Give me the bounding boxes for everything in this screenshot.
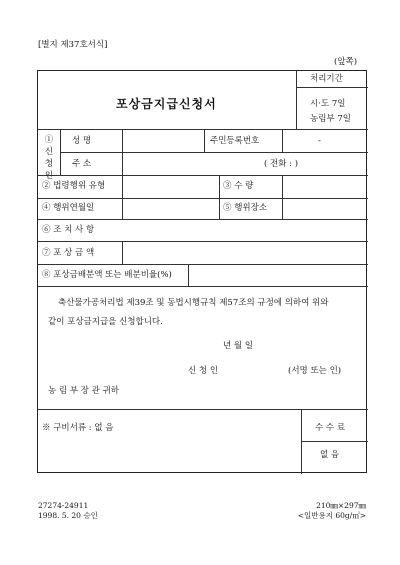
phone-field[interactable]: ( 전화 : ) bbox=[264, 159, 299, 169]
form-title: 포상금지급신청서 bbox=[116, 97, 217, 111]
signature-text: (서명 또는 인) bbox=[288, 366, 342, 376]
processing-city: 시·도 7일 bbox=[310, 99, 346, 109]
applicant-section-label: ① 신 청 인 bbox=[44, 135, 54, 181]
rule-applicant-bottom bbox=[38, 175, 368, 176]
footer-size: 210㎜×297㎜ bbox=[316, 501, 366, 510]
footer-approval: 1998. 5. 20 승인 bbox=[38, 511, 98, 520]
rrn-label: 주민등록번호 bbox=[210, 136, 260, 146]
rule-statement-bottom bbox=[38, 409, 368, 410]
rule-name-label-right bbox=[122, 129, 123, 175]
rule-row7-bottom bbox=[38, 264, 368, 265]
rule-rrn-label-right bbox=[282, 129, 283, 152]
application-form bbox=[37, 70, 367, 473]
date-label: ④ 행위연월일 bbox=[42, 203, 95, 213]
rule-name-value-right bbox=[204, 129, 205, 152]
statement-line-2: 같이 포상금지급을 신청합니다. bbox=[48, 317, 163, 327]
rule-row-right-label bbox=[282, 175, 283, 219]
attachments-label: ※ 구비서류 : 없 음 bbox=[42, 423, 114, 433]
processing-label: 처리기간 bbox=[310, 74, 343, 84]
name-label: 성 명 bbox=[72, 136, 92, 146]
rule-amount-label-right bbox=[122, 241, 123, 264]
quantity-label: ③ 수 량 bbox=[223, 181, 254, 191]
footer-paper: <일반용지 60g/㎡> bbox=[297, 511, 366, 520]
footer-code: 27274-24911 bbox=[38, 501, 89, 510]
front-side-label: (앞쪽) bbox=[334, 57, 358, 67]
rule-row6-bottom bbox=[38, 241, 368, 242]
rule-ratio-label-right bbox=[188, 264, 189, 286]
rule-row-mid bbox=[219, 175, 220, 219]
processing-ministry: 농림부 7일 bbox=[310, 114, 351, 124]
rule-row-label-right bbox=[122, 175, 123, 219]
amount-label: ⑦ 포 상 금 액 bbox=[42, 248, 95, 258]
form-number: [별지 제37호서식] bbox=[38, 40, 108, 50]
rule-row8-bottom bbox=[38, 286, 368, 287]
address-label: 주 소 bbox=[72, 159, 92, 169]
rrn-field[interactable]: - bbox=[318, 136, 321, 146]
rule-applicant-mid bbox=[60, 152, 368, 153]
fee-value: 없 음 bbox=[320, 450, 340, 460]
statement-line-1: 축산물가공처리법 제39조 및 동법시행규칙 제57조의 규정에 의하여 위와 bbox=[58, 298, 329, 308]
rule-row4-bottom bbox=[38, 219, 368, 220]
ratio-label: ⑧ 포상금배분액 또는 배분비율(%) bbox=[42, 270, 172, 280]
applicant-sign-label: 신 청 인 bbox=[188, 366, 219, 376]
rule-title-bottom bbox=[38, 129, 368, 130]
rule-applicant-label-right bbox=[60, 129, 61, 175]
addressee: 농 림 부 장 관 귀하 bbox=[48, 386, 119, 396]
violation-type-label: ② 법령행위 유형 bbox=[42, 181, 106, 191]
rule-row2-bottom bbox=[38, 198, 368, 199]
rule-processing-label bbox=[296, 87, 368, 88]
place-label: ⑤ 행위장소 bbox=[223, 203, 268, 213]
date-text: 년 월 일 bbox=[223, 341, 254, 351]
fee-label: 수 수 료 bbox=[315, 423, 346, 433]
rule-processing-left bbox=[296, 71, 297, 129]
rule-fee-left bbox=[301, 409, 302, 474]
rule-fee-mid bbox=[301, 441, 368, 442]
measures-label: ⑥ 조 치 사 항 bbox=[42, 225, 95, 235]
